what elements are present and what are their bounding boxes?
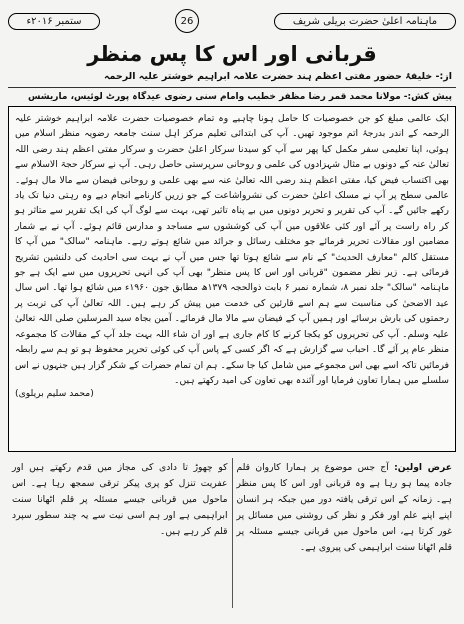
author-intro-box (8, 106, 456, 452)
column-right (232, 458, 457, 608)
author-intro-text: ایک عالمی مبلغ کو جن خصوصیات کا حامل ہونا چاہیے وہ تمام خصوصیات حضرت علامہ ابراہیم خوشتر علیہ الرحمہ کے اندر بدرجۂ اتم موجود تھیں۔ آپ کی ابتدائی تعلیم مرکز اہل سنت جامعہ رضویہ منظر اسلام میں ہوئی، اپنا تعلیمی سفر مکمل کیا پھر سے آپ کو سیدنا سرکار اعلیٰ حضرت و سرکار مفتی اعظم ہند رضی اللہ تعالیٰ عنہ کے دونوں بے مثال شہزادوں کی علمی و روحانی سرپرستی حاصل رہی۔ آپ نے سرکار حجۃ الاسلام سے بھی اکتساب فیض کیا، مفتی اعظم ہند رضی اللہ تعالیٰ عنہ سے بھی علمی و روحانی فیضان سے مالا مال ہوئے۔ عالمی سطح پر آپ نے مسلک اعلیٰ حضرت کی نشرواشاعت کے جو زریں کارنامے انجام دیے وہ رہتی دنیا تک یاد رکھے جائیں گے۔ آپ کی تقریر و تحریر دونوں میں بے پناہ تاثیر تھی، بہت سے لوگ آپ کی ایک تقریر سے متاثر ہو کر راہ راست پر آئے اور کئی علاقوں میں آپ کی کوششوں سے مساجد و مدارس قائم ہوئے۔ آپ نے بے شمار مضامین اور مقالات تحریر فرمائے جو مختلف رسائل و جرائد میں شائع ہوتے رہے۔ ماہنامہ "سالک" میں آپ کا مستقل کالم "معارف الحدیث" کے نام سے شائع ہوتا تھا جس میں آپ نے بہت سی احادیث کی دلنشین تشریح فرمائی ہے۔ زیر نظر مضمون "قربانی اور اس کا پس منظر" بھی آپ کی انہی تحریروں میں سے ایک ہے جو ماہنامہ "سالک" جلد نمبر ۸، شمارہ نمبر ۶ بابت ذوالحجہ ۱۳۷۹ھ مطابق جون ۱۹۶۰ء میں شائع ہوا تھا۔ اس سال عید الاضحیٰ کی مناسبت سے ہم اسے قارئین کی خدمت میں پیش کر رہے ہیں۔ اللہ تعالیٰ آپ کی تربت پر رحمتوں کی بارش برسائے اور ہمیں آپ کے فیضان سے مالا مال فرمائے۔ آمین بجاہ سید المرسلین صلی اللہ تعالیٰ علیہ وسلم۔ آپ کی تحریروں کو یکجا کرنے کا کام جاری ہے اور ان شاء اللہ بہت جلد آپ کے مقالات کا مجموعہ منظر عام پر آئے گا۔ احباب سے گزارش ہے کہ اگر کسی کے پاس آپ کی کوئی تحریر محفوظ ہو تو ہم سے رابطہ فرمائیں تاکہ اسے بھی اس مجموعے میں شامل کیا جا سکے۔ ہم ان تمام حضرات کے شکر گزار ہیں جنہوں نے اس سلسلے میں ہمارا تعاون فرمایا اور آئندہ بھی تعاون کی امید رکھتے ہیں۔ (15, 113, 449, 386)
section-heading: عرض اولین: (394, 462, 452, 473)
page-number: 26 (175, 9, 199, 33)
article-title: قربانی اور اس کا پس منظر (87, 42, 377, 66)
issue-month: ستمبر ۲۰۱۶ء (8, 13, 100, 30)
article-columns (8, 458, 456, 608)
column-left-text: کو چھوڑ تا دادی کی مجاز میں قدم رکھتے ہیں اور عفریت تنزل کو پری پیکر ترقی سمجھ رہا ہے۔ اس ماحول میں قربانی جیسے مسئلہ پر قلم اٹھانا سنت ابراہیمی ہے اور ہم اسی نیت سے یہ چند سطور سپرد قلم کر رہے ہیں۔ (12, 462, 228, 537)
article-presenter: پیش کش:- مولانا محمد قمر رضا مظفر خطیب وامام سنی رضوی عیدگاہ پورٹ لوئیس، ماریشس (28, 92, 452, 102)
divider (8, 87, 456, 88)
intro-signature: (محمد سلیم بریلوی) (15, 388, 94, 400)
article-byline: از:- خلیفۂ حضور مفتی اعظم ہند حضرت علامہ ابراہیم خوشتر علیہ الرحمہ (103, 71, 452, 82)
page-header (8, 6, 456, 36)
column-left (8, 458, 232, 608)
journal-name: ماہنامہ اعلیٰ حضرت بریلی شریف (274, 13, 456, 30)
column-right-text: آج جس موضوع پر ہمارا کاروان قلم جادہ پیما ہو رہا ہے وہ قربانی اور اس کا پس منظر ہے۔ زمانہ کے اس ترقی یافتہ دور میں جبکہ ہر انسان اپنے اپنے علم اور فکر و نظر کی روشنی میں مسائل پر غور کرتا ہے، اس ماحول میں قربانی جیسے مسئلہ پر قلم اٹھانا سنت ابراہیمی کی پیروی ہے۔ (236, 462, 452, 553)
